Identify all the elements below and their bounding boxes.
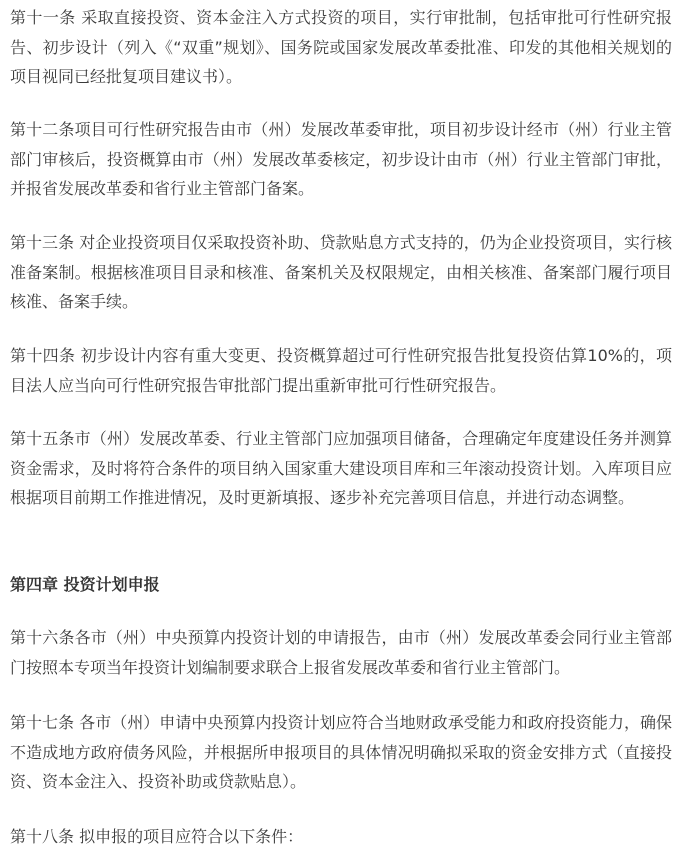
article-11-paragraph: 第十一条 采取直接投资、资本金注入方式投资的项目，实行审批制，包括审批可行性研究报告、初步设计（列入《“双重”规划》、国务院或国家发展改革委批准、印发的其他相关规划的项目视同已经批复项目建议书）。	[10, 8, 672, 86]
chapter-4-heading: 第四章 投资计划申报	[10, 575, 160, 594]
article-16-paragraph: 第十六条各市（州）中央预算内投资计划的申请报告，由市（州）发展改革委会同行业主管部门按照本专项当年投资计划编制要求联合上报省发展改革委和省行业主管部门。	[10, 628, 672, 677]
article-15-paragraph: 第十五条市（州）发展改革委、行业主管部门应加强项目储备，合理确定年度建设任务并测算资金需求，及时将符合条件的项目纳入国家重大建设项目库和三年滚动投资计划。入库项目应根据项目前期工作推进情况，及时更新填报、逐步补充完善项目信息，并进行动态调整。	[10, 429, 672, 507]
article-13-paragraph: 第十三条 对企业投资项目仅采取投资补助、贷款贴息方式支持的，仍为企业投资项目，实行核准备案制。根据核准项目目录和核准、备案机关及权限规定，由相关核准、备案部门履行项目核准、备案手续。	[10, 233, 672, 311]
article-17-paragraph: 第十七条 各市（州）申请中央预算内投资计划应符合当地财政承受能力和政府投资能力，确保不造成地方政府债务风险，并根据所申报项目的具体情况明确拟采取的资金安排方式（直接投资、资本金注入、投资补助或贷款贴息）。	[10, 713, 672, 791]
article-12-paragraph: 第十二条项目可行性研究报告由市（州）发展改革委审批，项目初步设计经市（州）行业主管部门审核后，投资概算由市（州）发展改革委核定，初步设计由市（州）行业主管部门审批，并报省发展改革委和省行业主管部门备案。	[10, 120, 672, 198]
article-18-paragraph: 第十八条 拟申报的项目应符合以下条件：	[10, 827, 304, 846]
article-14-paragraph: 第十四条 初步设计内容有重大变更、投资概算超过可行性研究报告批复投资估算10%的，项目法人应当向可行性研究报告审批部门提出重新审批可行性研究报告。	[10, 346, 672, 395]
